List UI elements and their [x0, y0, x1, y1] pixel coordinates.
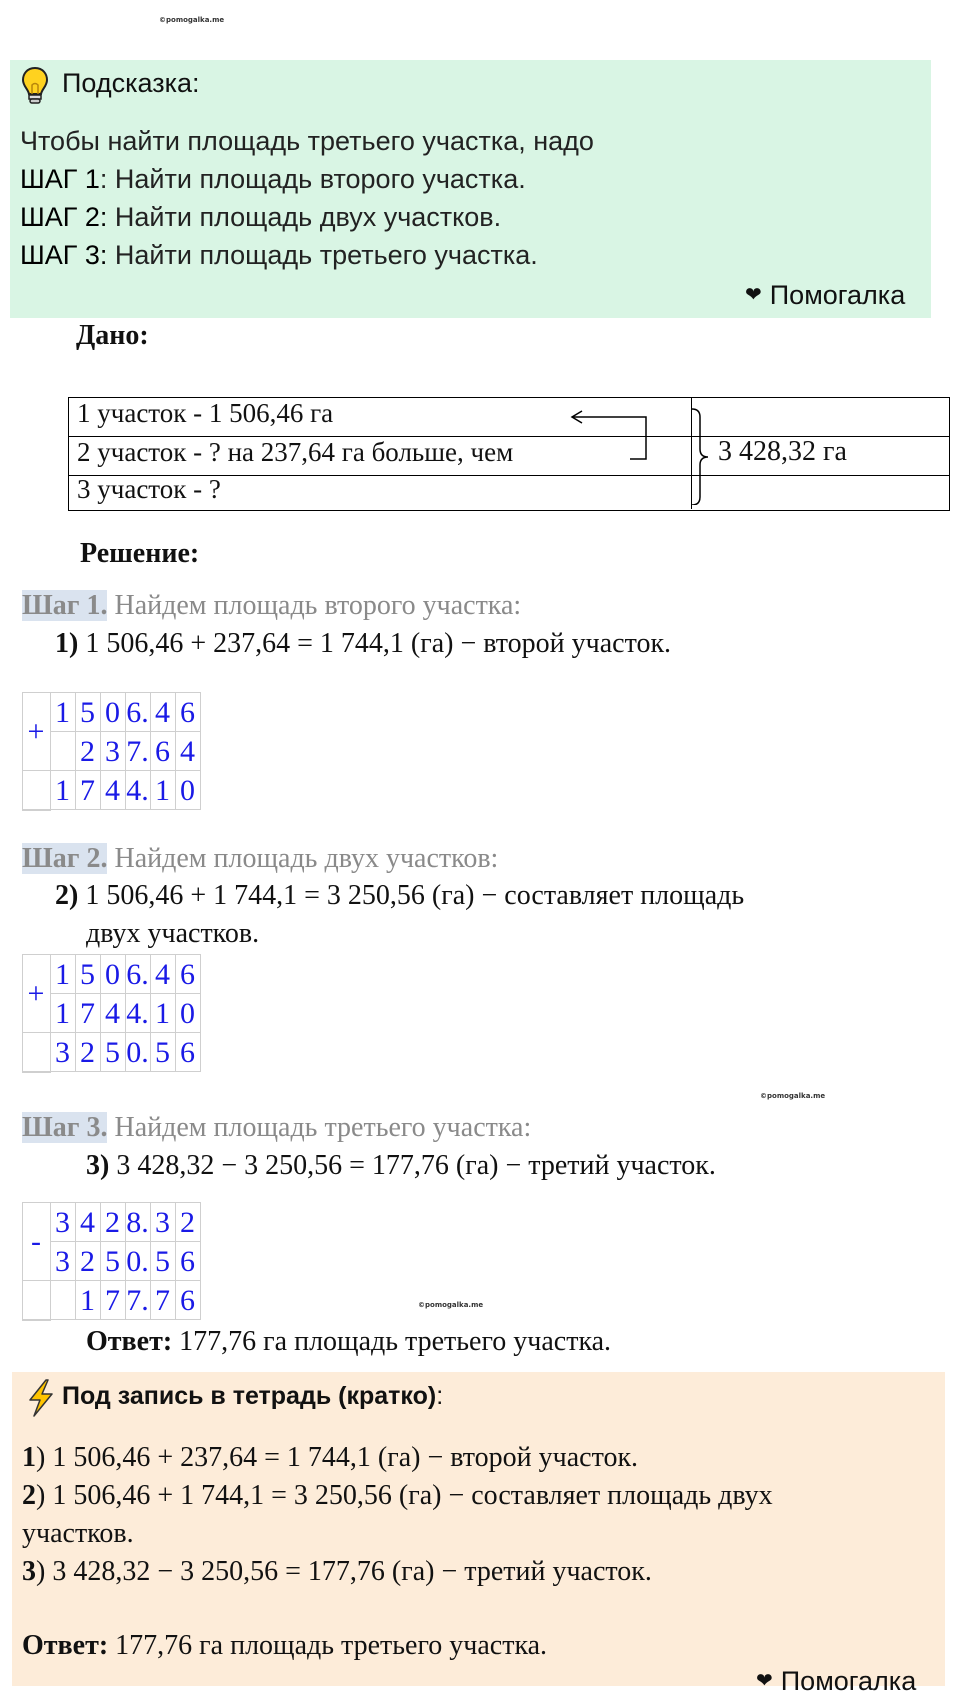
digit-cell: 3	[100, 731, 126, 771]
step-3-equation	[86, 1150, 716, 1182]
digit-cell: 4.	[125, 770, 151, 810]
digit-cell: 1	[50, 954, 76, 994]
digit-cell: 1	[75, 1280, 101, 1320]
digit-cell: 3	[50, 1241, 76, 1281]
digit-cell: 2	[75, 731, 101, 771]
given-label: Дано:	[76, 320, 149, 351]
digit-cell: 2	[75, 1032, 101, 1072]
digit-cell: 4	[100, 770, 126, 810]
step-label: Шаг 3.	[22, 1112, 108, 1143]
digit-cell: 7	[75, 993, 101, 1033]
hint-step-label: ШАГ 1	[20, 164, 100, 194]
answer-text: 177,76 га площадь третьего участка.	[172, 1326, 612, 1357]
operator-cell	[22, 770, 51, 810]
step-1-equation	[55, 628, 671, 660]
equation-text: 1 506,46 + 1 744,1 = 3 250,56 (га) − составляет площадь	[78, 880, 745, 911]
digit-cell: 1	[50, 770, 76, 810]
digit-cell: 0	[100, 954, 126, 994]
operator-sign: -	[22, 1202, 51, 1281]
digit-cell: 7	[75, 770, 101, 810]
brand-text: Помогалка	[780, 1666, 917, 1696]
notes-line-2-cont	[22, 1518, 134, 1550]
digit-cell: 0.	[125, 1032, 151, 1072]
digit-cell: 2	[175, 1202, 201, 1242]
hint-intro: Чтобы найти площадь третьего участка, надо	[20, 126, 594, 156]
digit-cell: 6	[175, 954, 201, 994]
notes-answer-text: 177,76 га площадь третьего участка.	[108, 1630, 548, 1661]
equation-text: 3 428,32 − 3 250,56 = 177,76 (га) − третий участок.	[109, 1150, 716, 1181]
digit-cell: 0	[100, 692, 126, 732]
digit-cell: 4	[150, 692, 176, 732]
digit-cell: 6	[175, 692, 201, 732]
digit-cell: 3	[150, 1202, 176, 1242]
hint-step-1	[20, 164, 526, 195]
step-1-title	[22, 590, 521, 622]
digit-cell: 1	[150, 993, 176, 1033]
digit-cell: 6.	[125, 692, 151, 732]
notes-text: ) 3 428,32 − 3 250,56 = 177,76 (га) − третий участок.	[36, 1556, 652, 1587]
step-label: Шаг 2.	[22, 843, 108, 874]
digit-cell	[50, 731, 76, 771]
step-num: 1)	[55, 628, 79, 659]
digit-cell: 0.	[125, 1241, 151, 1281]
notes-line-1	[22, 1442, 638, 1474]
hint-title: Подсказка:	[62, 68, 200, 98]
watermark: ©pomogalka.me	[418, 1301, 484, 1309]
hint-step-text: Найти площадь третьего участка.	[107, 240, 538, 270]
relation-arrows	[560, 405, 720, 505]
notes-text: ) 1 506,46 + 237,64 = 1 744,1 (га) − второй участок.	[36, 1442, 639, 1473]
digit-cell: 7.	[125, 731, 151, 771]
digit-cell: 6	[175, 1241, 201, 1281]
hint-step-text: : Найти площадь второго участка.	[99, 164, 526, 194]
digit-cell: 7	[150, 1280, 176, 1320]
hint-step-label: ШАГ 3:	[20, 240, 108, 270]
hint-step-label: ШАГ 2:	[20, 202, 108, 232]
notes-title-text: Под запись в тетрадь (кратко)	[62, 1382, 437, 1410]
step-2-column-addition	[22, 954, 200, 1072]
solution-label: Решение:	[80, 538, 200, 569]
digit-cell: 1	[50, 993, 76, 1033]
notes-title-colon: :	[436, 1382, 444, 1410]
digit-cell: 3	[50, 1032, 76, 1072]
digit-cell: 8.	[125, 1202, 151, 1242]
step-2-equation-cont: двух участков.	[86, 918, 260, 949]
heart-icon: ❤	[756, 1670, 773, 1692]
digit-cell: 4	[175, 731, 201, 771]
digit-cell: 0	[175, 770, 201, 810]
notes-answer	[22, 1630, 547, 1662]
step-label: Шаг 1.	[22, 590, 108, 621]
answer-label: Ответ:	[86, 1326, 173, 1357]
digit-cell: 3	[50, 1202, 76, 1242]
hint-step-2	[20, 202, 501, 233]
digit-cell: 0	[175, 993, 201, 1033]
notes-num: 1	[22, 1442, 36, 1473]
digit-cell: 4	[75, 1202, 101, 1242]
digit-cell: 7.	[125, 1280, 151, 1320]
brand-label	[756, 1666, 916, 1697]
step-2-equation	[55, 880, 744, 912]
digit-cell: 2	[75, 1241, 101, 1281]
digit-cell: 5	[75, 692, 101, 732]
brand-text: Помогалка	[769, 280, 906, 310]
operator-cell	[22, 1032, 51, 1072]
digit-cell: 2	[100, 1202, 126, 1242]
digit-cell: 4	[100, 993, 126, 1033]
watermark: ©pomogalka.me	[159, 16, 225, 24]
digit-cell: 5	[100, 1032, 126, 1072]
digit-cell: 5	[100, 1241, 126, 1281]
step-num: 2)	[55, 880, 79, 911]
heart-icon: ❤	[745, 284, 762, 306]
hint-step-text: Найти площадь двух участков.	[107, 202, 502, 232]
step-3-column-subtraction	[22, 1202, 200, 1320]
notes-num: 2	[22, 1480, 36, 1511]
digit-cell: 6	[175, 1280, 201, 1320]
digit-cell: 6	[175, 1032, 201, 1072]
digit-cell: 6	[150, 731, 176, 771]
digit-cell: 1	[50, 692, 76, 732]
digit-cell: 6.	[125, 954, 151, 994]
step-1-column-addition	[22, 692, 200, 810]
step-text: Найдем площадь двух участков:	[107, 843, 499, 874]
step-2-title	[22, 843, 498, 875]
hint-step-3	[20, 240, 538, 271]
notes-line-3	[22, 1556, 652, 1588]
digit-cell: 1	[150, 770, 176, 810]
brand-label	[745, 280, 905, 311]
total-area: 3 428,32 га	[718, 436, 847, 467]
notes-text: ) 1 506,46 + 1 744,1 = 3 250,56 (га) − составляет площадь двух	[36, 1480, 773, 1511]
digit-cell: 4	[150, 954, 176, 994]
notes-box	[12, 1372, 945, 1696]
digit-cell: 5	[75, 954, 101, 994]
equation-text: 1 506,46 + 237,64 = 1 744,1 (га) − второй участок.	[78, 628, 672, 659]
lightbulb-icon	[20, 66, 50, 106]
notes-line-2	[22, 1480, 773, 1512]
answer	[86, 1326, 611, 1358]
step-text: Найдем площадь второго участка:	[107, 590, 522, 621]
digit-cell: 7	[100, 1280, 126, 1320]
lightning-icon	[24, 1378, 58, 1418]
notes-text: участков.	[22, 1518, 134, 1549]
step-3-title	[22, 1112, 531, 1144]
given-row-2: 2 участок - ? на 237,64 га больше, чем	[69, 436, 949, 476]
operator-cell	[22, 1280, 51, 1320]
given-row-3: 3 участок - ?	[77, 474, 221, 504]
watermark: ©pomogalka.me	[760, 1092, 826, 1100]
given-row-1: 1 участок - 1 506,46 га	[77, 398, 334, 428]
step-num: 3)	[86, 1150, 110, 1181]
operator-sign: +	[22, 954, 51, 1033]
operator-sign: +	[22, 692, 51, 771]
hint-box	[10, 60, 931, 318]
notes-answer-label: Ответ:	[22, 1630, 109, 1661]
digit-cell: 4.	[125, 993, 151, 1033]
digit-cell: 5	[150, 1241, 176, 1281]
notes-num: 3	[22, 1556, 36, 1587]
step-text: Найдем площадь третьего участка:	[107, 1112, 532, 1143]
notes-title	[62, 1382, 443, 1411]
digit-cell: 5	[150, 1032, 176, 1072]
digit-cell	[50, 1280, 76, 1320]
